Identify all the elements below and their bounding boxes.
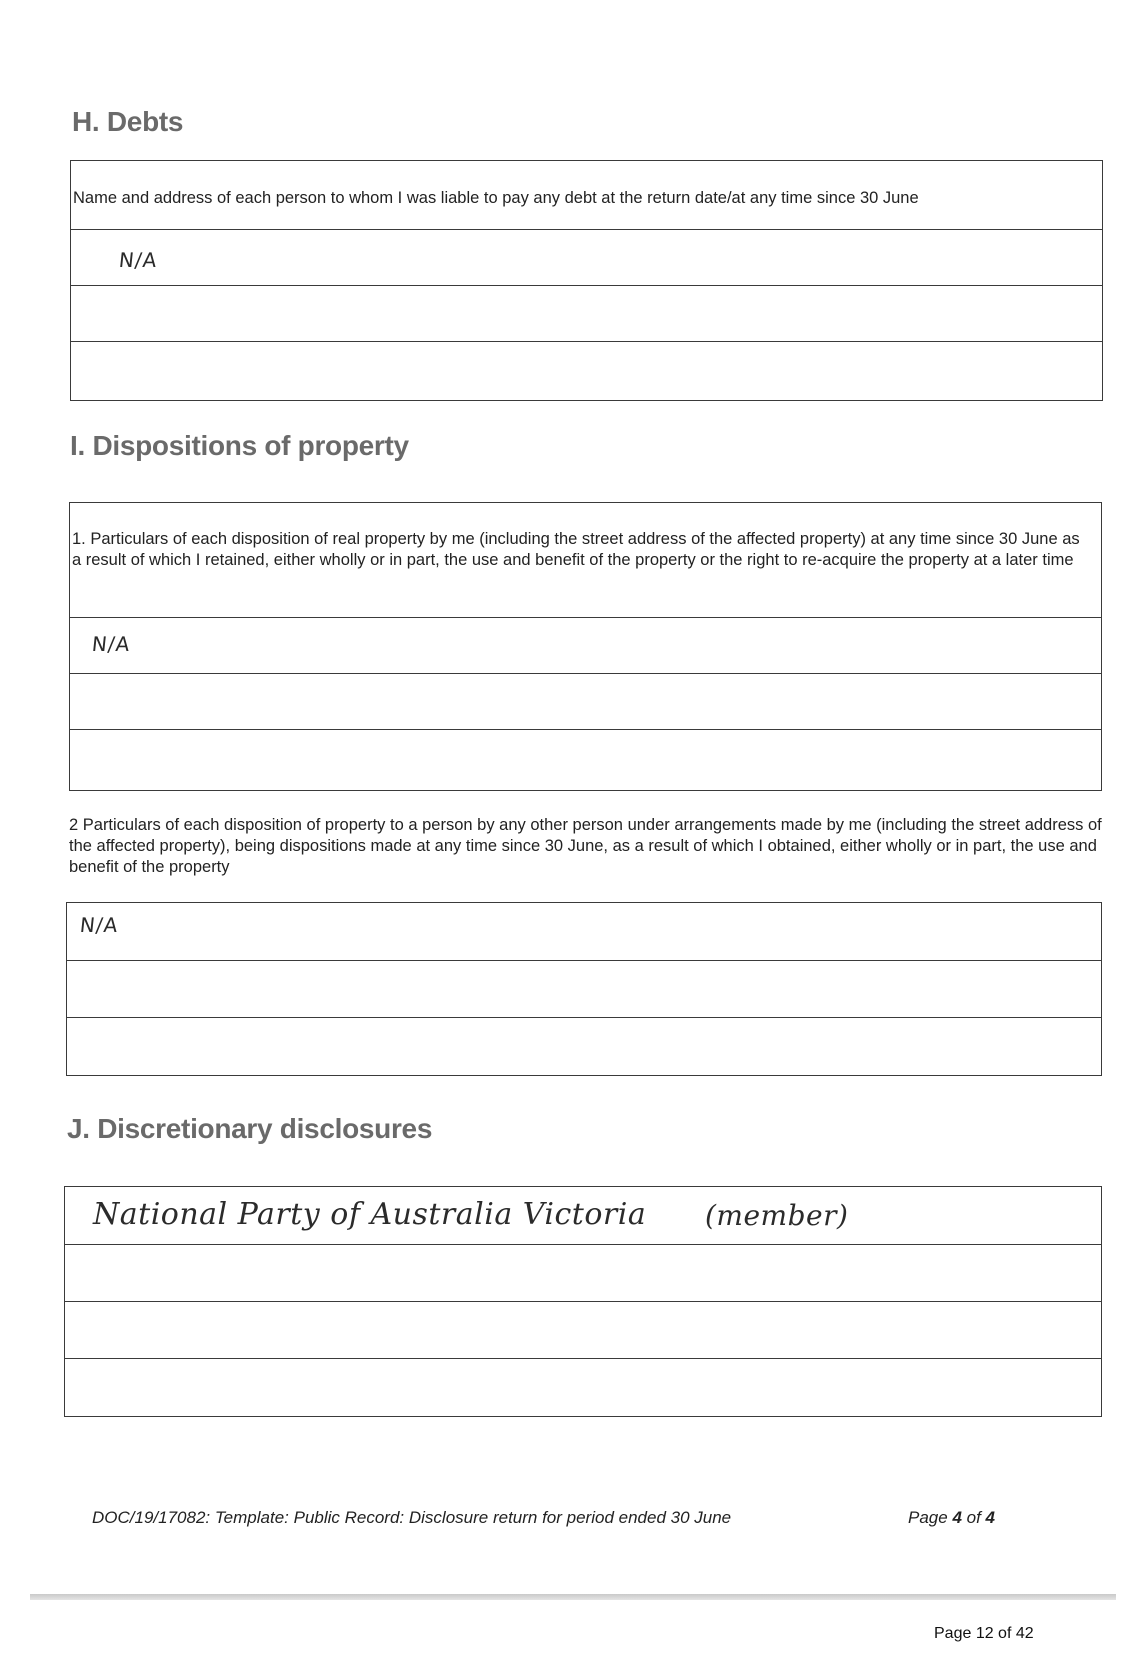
- footer-page-indicator: [908, 1508, 995, 1528]
- footer-page-total: 4: [985, 1508, 995, 1527]
- dispositions-q1-row-3: [70, 729, 1101, 789]
- dispositions-q1-row-1: [70, 617, 1101, 673]
- discretionary-row-1-note: (member): [705, 1199, 849, 1232]
- debts-table: [70, 160, 1103, 401]
- debts-table-header: Name and address of each person to whom I was liable to pay any debt at the return date/at any time since 30 June: [73, 189, 919, 207]
- page-stamp: Page 12 of 42: [934, 1625, 1034, 1642]
- dispositions-real-property-table: [69, 502, 1102, 791]
- debts-row-1: [71, 229, 1102, 285]
- footer-page-prefix: Page: [908, 1508, 953, 1527]
- section-h-title: H. Debts: [72, 106, 184, 137]
- dispositions-q2-row-2: [67, 960, 1101, 1017]
- discretionary-row-3: [65, 1301, 1101, 1358]
- dispositions-q2-row-1-entry: N/A: [78, 913, 120, 937]
- section-i-title: I. Dispositions of property: [70, 430, 409, 461]
- dispositions-q2-text: 2 Particulars of each disposition of property to a person by any other person under arrangements made by me (including the street address of the affected property), being dispositions made at any time since 30 June, as a result of which I obtained, either wholly or in part, the use and benefit of the property: [69, 816, 1102, 876]
- page-divider: [30, 1594, 1116, 1600]
- section-j-title: J. Discretionary disclosures: [67, 1113, 433, 1144]
- discretionary-row-2: [65, 1244, 1101, 1301]
- dispositions-q2-row-3: [67, 1017, 1101, 1075]
- footer-page-current: 4: [952, 1508, 962, 1527]
- debts-row-2: [71, 285, 1102, 341]
- discretionary-row-1-entry: National Party of Australia Victoria: [93, 1197, 647, 1232]
- footer-page-of: of: [961, 1508, 986, 1527]
- footer-doc-reference: DOC/19/17082: Template: Public Record: Disclosure return for period ended 30 June: [92, 1508, 732, 1527]
- debts-row-1-entry: N/A: [117, 248, 159, 272]
- debts-row-3: [71, 341, 1102, 399]
- dispositions-q1-text: 1. Particulars of each disposition of real property by me (including the street address of the affected property) at any time since 30 June as a result of which I retained, either wholly or in part, the use and benefit of the property or the right to re-acquire the property at a later time: [72, 530, 1080, 569]
- discretionary-disclosures-table: [64, 1186, 1102, 1417]
- dispositions-q1-row-2: [70, 673, 1101, 729]
- dispositions-arranged-table: [66, 902, 1102, 1076]
- dispositions-q1-row-1-entry: N/A: [90, 632, 132, 656]
- discretionary-row-4: [65, 1358, 1101, 1415]
